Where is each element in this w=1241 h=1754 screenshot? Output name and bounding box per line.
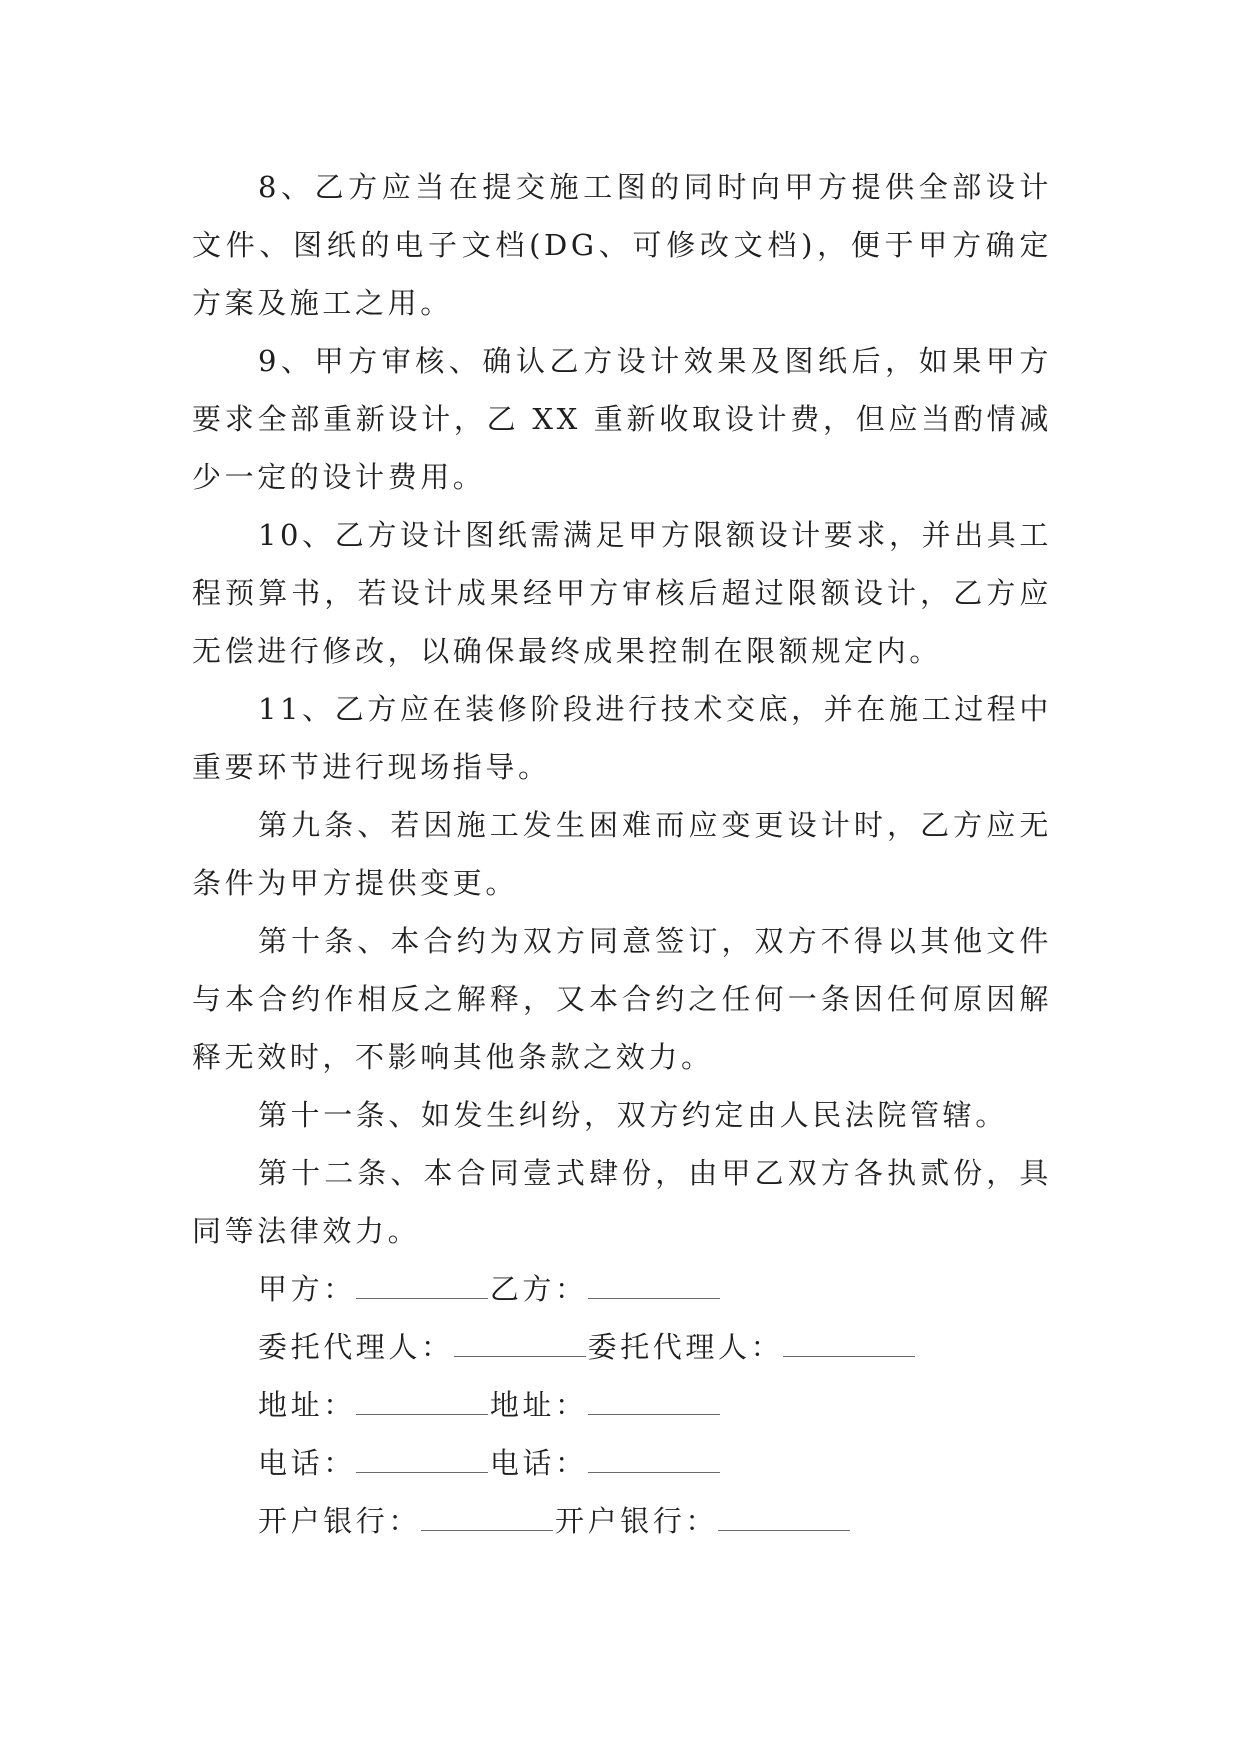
clause-11: 11、乙方应在装修阶段进行技术交底，并在施工过程中重要环节进行现场指导。 xyxy=(192,692,1052,784)
clause-9: 9、甲方审核、确认乙方设计效果及图纸后，如果甲方要求全部重新设计，乙 XX 重新收取设计费，但应当酌情减少一定的设计费用。 xyxy=(192,344,1052,494)
bank-a-blank xyxy=(421,1504,553,1531)
phone-a-label: 电话： xyxy=(258,1446,356,1480)
signature-row-address xyxy=(192,1376,1052,1434)
signature-row-agent xyxy=(192,1318,1052,1376)
signature-row-bank xyxy=(192,1492,1052,1550)
article-10: 第十条、本合约为双方同意签订，双方不得以其他文件与本合约作相反之解释，又本合约之任何一条因任何原因解释无效时，不影响其他条款之效力。 xyxy=(192,924,1052,1074)
article-11: 第十一条、如发生纠纷，双方约定由人民法院管辖。 xyxy=(258,1098,1008,1132)
address-a-label: 地址： xyxy=(258,1388,356,1422)
address-b-blank xyxy=(588,1388,720,1415)
bank-b-label: 开户银行： xyxy=(555,1504,719,1538)
agent-a-label: 委托代理人： xyxy=(258,1330,454,1364)
signature-row-party xyxy=(192,1260,1052,1318)
address-b-label: 地址： xyxy=(489,1388,588,1422)
agent-b-label: 委托代理人： xyxy=(587,1330,784,1364)
address-a-blank xyxy=(356,1388,488,1415)
phone-b-blank xyxy=(588,1446,720,1473)
article-9: 第九条、若因施工发生困难而应变更设计时，乙方应无条件为甲方提供变更。 xyxy=(192,808,1052,900)
party-a-blank xyxy=(356,1272,488,1299)
contract-body xyxy=(192,158,1052,1550)
phone-b-label: 电话： xyxy=(489,1446,588,1480)
party-a-label: 甲方： xyxy=(258,1272,356,1306)
agent-a-blank xyxy=(454,1330,586,1357)
agent-b-blank xyxy=(783,1330,915,1357)
phone-a-blank xyxy=(356,1446,488,1473)
bank-b-blank xyxy=(718,1504,850,1531)
bank-a-label: 开户银行： xyxy=(258,1504,422,1538)
clause-10: 10、乙方设计图纸需满足甲方限额设计要求，并出具工程预算书，若设计成果经甲方审核后超过限额设计，乙方应无偿进行修改，以确保最终成果控制在限额规定内。 xyxy=(192,518,1052,668)
party-b-blank xyxy=(588,1272,720,1299)
party-b-label: 乙方： xyxy=(489,1272,588,1306)
article-12: 第十二条、本合同壹式肆份，由甲乙双方各执贰份，具同等法律效力。 xyxy=(192,1156,1052,1248)
signature-row-phone xyxy=(192,1434,1052,1492)
clause-8: 8、乙方应当在提交施工图的同时向甲方提供全部设计文件、图纸的电子文档(DG、可修改文档)，便于甲方确定方案及施工之用。 xyxy=(192,170,1052,320)
